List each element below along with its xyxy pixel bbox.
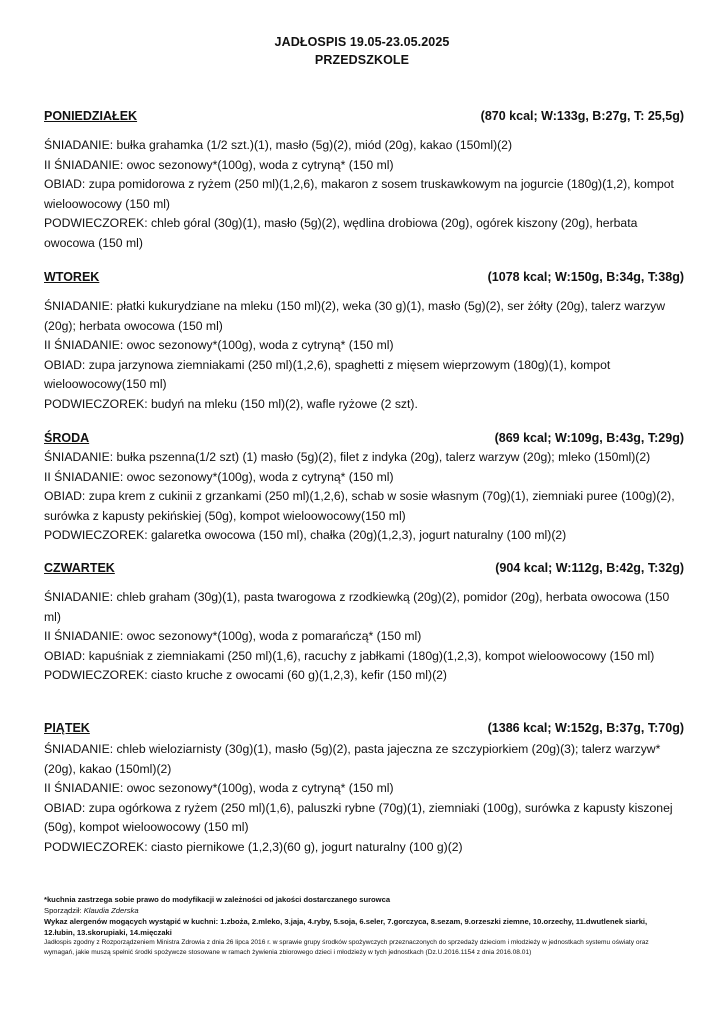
day-nutrition: (1386 kcal; W:152g, B:37g, T:70g)	[487, 721, 684, 735]
kitchen-note: *kuchnia zastrzega sobie prawo do modyfikacji w zależności od jakości dostarczanego surowca	[44, 895, 391, 904]
meal-list	[44, 297, 684, 415]
day-header	[44, 718, 684, 738]
day-header	[44, 558, 684, 578]
meal-lunch: OBIAD: zupa jarzynowa ziemniakami (250 ml)(1,2,6), spaghetti z mięsem wieprzowym (180g)(1), kompot wieloowocowy(150 ml)	[44, 357, 611, 392]
meal-list	[44, 136, 684, 254]
allergen-list: Wykaz alergenów mogących wystąpić w kuchni: 1.zboża, 2.mleko, 3.jaja, 4.ryby, 5.soja, 6.seler, 7.gorczyca, 8.sezam, 9.orzeszki ziemne, 10.orzechy, 11.dwutlenek siarki, 12.łubin, 13.skorupiaki, 14.mięczaki	[44, 917, 648, 937]
meal-second-breakfast: II ŚNIADANIE: owoc sezonowy*(100g), woda z cytryną* (150 ml)	[44, 157, 394, 172]
day-name: PONIEDZIAŁEK	[44, 109, 138, 123]
day-section-tuesday	[44, 267, 684, 415]
day-header	[44, 106, 684, 126]
meal-breakfast: ŚNIADANIE: płatki kukurydziane na mleku (150 ml)(2), weka (30 g)(1), masło (5g)(2), ser żółty (20g), talerz warzyw (20g); herbata owocowa (150 ml)	[44, 299, 666, 333]
day-nutrition: (1078 kcal; W:150g, B:34g, T:38g)	[487, 270, 684, 284]
day-name: WTOREK	[44, 270, 100, 284]
meal-second-breakfast: II ŚNIADANIE: owoc sezonowy*(100g), woda z cytryną* (150 ml)	[44, 469, 394, 484]
day-name: CZWARTEK	[44, 561, 115, 575]
meal-breakfast: ŚNIADANIE: bułka grahamka (1/2 szt.)(1), masło (5g)(2), miód (20g), kakao (150ml)(2)	[44, 138, 513, 152]
day-nutrition: (904 kcal; W:112g, B:42g, T:32g)	[495, 561, 684, 575]
meal-breakfast: ŚNIADANIE: bułka pszenna(1/2 szt) (1) masło (5g)(2), filet z indyka (20g), talerz warzyw (20g); mleko (150ml)(2)	[44, 450, 651, 464]
meal-second-breakfast: II ŚNIADANIE: owoc sezonowy*(100g), woda z pomarańczą* (150 ml)	[44, 629, 422, 644]
meal-second-breakfast: II ŚNIADANIE: owoc sezonowy*(100g), woda z cytryną* (150 ml)	[44, 338, 394, 353]
meal-lunch: OBIAD: zupa ogórkowa z ryżem (250 ml)(1,6), paluszki rybne (70g)(1), ziemniaki (100g), surówka z kapusty kiszonej (50g), kompot wieloowocowy (150 ml)	[44, 800, 673, 835]
page-subtitle: PRZEDSZKOLE	[314, 53, 410, 67]
day-name: PIĄTEK	[44, 721, 90, 735]
meal-lunch: OBIAD: zupa krem z cukinii z grzankami (250 ml)(1,2,6), schab w sosie własnym (70g)(1), ziemniaki puree (100g)(2), surówka z kapusty pekińskiej (50g), kompot wieloowocowy(150 ml)	[44, 489, 675, 523]
meal-list	[44, 588, 684, 686]
day-section-friday	[44, 718, 684, 858]
author-label: Sporządził:	[44, 906, 82, 915]
page-title: JADŁOSPIS 19.05-23.05.2025	[274, 35, 450, 49]
author-line	[44, 905, 674, 916]
meal-breakfast: ŚNIADANIE: chleb wieloziarnisty (30g)(1), masło (5g)(2), pasta jajeczna ze szczypiorkiem (20g)(3); talerz warzyw*(20g), kakao (150ml)(2)	[44, 742, 661, 776]
meal-breakfast: ŚNIADANIE: chleb graham (30g)(1), pasta twarogowa z rzodkiewką (20g)(2), pomidor (20g), herbata owocowa (150 ml)	[44, 590, 670, 624]
meal-list	[44, 448, 684, 546]
day-nutrition: (870 kcal; W:133g, B:27g, T: 25,5g)	[480, 109, 684, 123]
meal-list	[44, 740, 684, 858]
day-header	[44, 267, 684, 287]
meal-lunch: OBIAD: kapuśniak z ziemniakami (250 ml)(1,6), racuchy z jabłkami (180g)(1,2,3), kompot wieloowocowy (150 ml)	[44, 648, 655, 663]
author-name: Klaudia Zderska	[83, 906, 139, 915]
meal-afternoon-snack: PODWIECZOREK: ciasto kruche z owocami (60 g)(1,2,3), kefir (150 ml)(2)	[44, 668, 447, 683]
meal-afternoon-snack: PODWIECZOREK: chleb góral (30g)(1), masło (5g)(2), wędlina drobiowa (20g), ogórek kiszony (20g), herbata owocowa (150 ml)	[44, 216, 638, 250]
title-block	[0, 33, 724, 69]
meal-afternoon-snack: PODWIECZOREK: galaretka owocowa (150 ml), chałka (20g)(1,2,3), jogurt naturalny (100 ml)(2)	[44, 528, 567, 543]
day-section-monday	[44, 106, 684, 254]
day-name: ŚRODA	[44, 431, 90, 445]
day-section-wednesday	[44, 428, 684, 546]
meal-second-breakfast: II ŚNIADANIE: owoc sezonowy*(100g), woda z cytryną* (150 ml)	[44, 781, 394, 796]
meal-afternoon-snack: PODWIECZOREK: ciasto piernikowe (1,2,3)(60 g), jogurt naturalny (100 g)(2)	[44, 839, 463, 854]
day-header	[44, 428, 684, 448]
meal-lunch: OBIAD: zupa pomidorowa z ryżem (250 ml)(1,2,6), makaron z sosem truskawkowym na jogurcie (180g)(1,2), kompot wieloowocowy (150 ml)	[44, 177, 674, 211]
day-section-thursday	[44, 558, 684, 686]
day-nutrition: (869 kcal; W:109g, B:43g, T:29g)	[494, 431, 684, 445]
footer	[44, 894, 674, 958]
meal-afternoon-snack: PODWIECZOREK: budyń na mleku (150 ml)(2), wafle ryżowe (2 szt).	[44, 396, 418, 411]
legal-note: Jadłospis zgodny z Rozporządzeniem Ministra Zdrowia z dnia 26 lipca 2016 r. w sprawie grupy środków spożywczych przeznaczonych do sprzedaży dzieciom i młodzieży w jednostkach systemu oświaty oraz wymagań, jakie muszą spełnić środki spożywcze stosowane w ramach żywienia zbiorowego dzieci i młodzieży w tych jednostkach (Dz.U.2016.1154 z dnia 2016.08.01)	[44, 939, 649, 956]
